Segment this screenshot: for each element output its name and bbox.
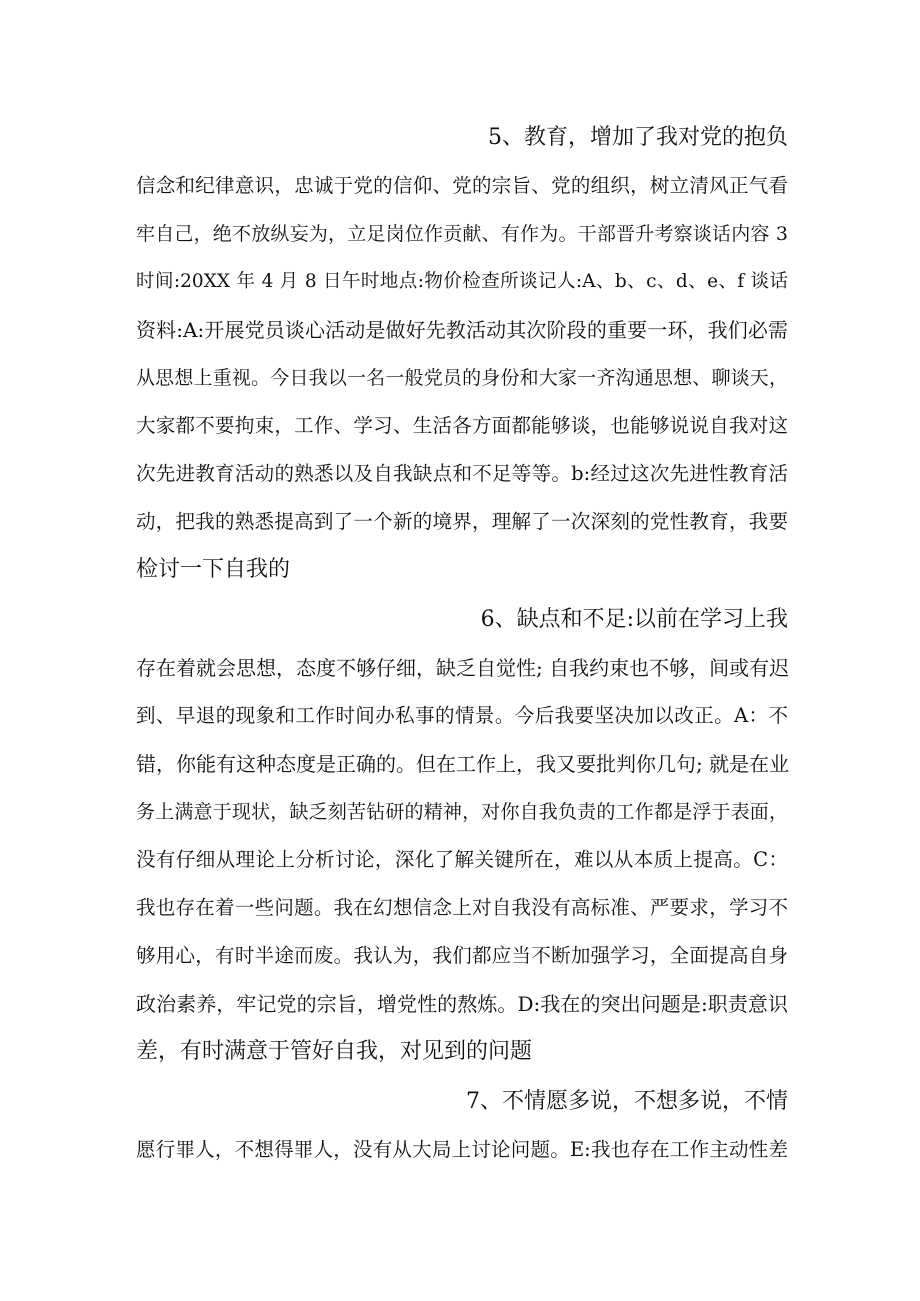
text-line: 次先进教育活动的熟悉以及自我缺点和不足等等。b:经过这次先进性教育活 <box>136 462 788 485</box>
text-line: 没有仔细从理论上分析讨论，深化了解关键所在，难以从本质上提高。C： <box>136 848 788 871</box>
text-line: 资料:A:开展党员谈心活动是做好先教活动其次阶段的重要一环，我们必需 <box>136 318 788 342</box>
text-line-last: 检讨一下自我的 <box>136 557 291 582</box>
text-line: 信念和纪律意识，忠诚于党的信仰、党的宗旨、党的组织，树立清风正气看 <box>136 174 788 197</box>
text-line: 政治素养，牢记党的宗旨，增党性的熬炼。D:我在的突出问题是:职责意识 <box>136 992 788 1016</box>
text-line: 务上满意于现状，缺乏刻苦钻研的精神，对你自我负责的工作都是浮于表面， <box>136 801 788 823</box>
text-line: 够用心，有时半途而废。我认为，我们都应当不断加强学习，全面提高自身 <box>136 944 788 967</box>
text-line: 错，你能有这种态度是正确的。但在工作上，我又要批判你几句; 就是在业 <box>136 752 790 776</box>
text-line: 牢自己，绝不放纵妄为，立足岗位作贡献、有作为。干部晋升考察谈话内容 3 <box>136 223 788 245</box>
paragraph-heading-7: 7、不情愿多说，不想多说，不情 <box>466 1089 788 1114</box>
text-line: 大家都不要拘束，工作、学习、生活各方面都能够谈，也能够说说自我对这 <box>136 414 788 437</box>
text-line: 时间:20XX 年 4 月 8 日午时地点:物价检查所谈记人:A、b、c、d、e、f 谈话 <box>136 271 788 292</box>
paragraph-heading-6: 6、缺点和不足:以前在学习上我 <box>480 607 788 632</box>
text-line: 从思想上重视。今日我以一名一般党员的身份和大家一齐沟通思想、聊谈天， <box>136 367 788 389</box>
text-line: 到、早退的现象和工作时间办私事的情景。今后我要坚决加以改正。A：不 <box>136 704 788 727</box>
text-line: 动，把我的熟悉提高到了一个新的境界，理解了一次深刻的党性教育，我要 <box>136 510 788 533</box>
text-line: 愿行罪人，不想得罪人，没有从大局上讨论问题。E:我也存在工作主动性差 <box>136 1138 788 1161</box>
text-line: 存在着就会思想，态度不够仔细，缺乏自觉性; 自我约束也不够，间或有迟 <box>136 656 790 680</box>
text-line-last: 差，有时满意于管好自我，对见到的问题 <box>136 1039 533 1064</box>
paragraph-heading-5: 5、教育，增加了我对党的抱负 <box>488 125 788 150</box>
text-line: 我也存在着一些问题。我在幻想信念上对自我没有高标准、严要求，学习不 <box>136 896 788 919</box>
